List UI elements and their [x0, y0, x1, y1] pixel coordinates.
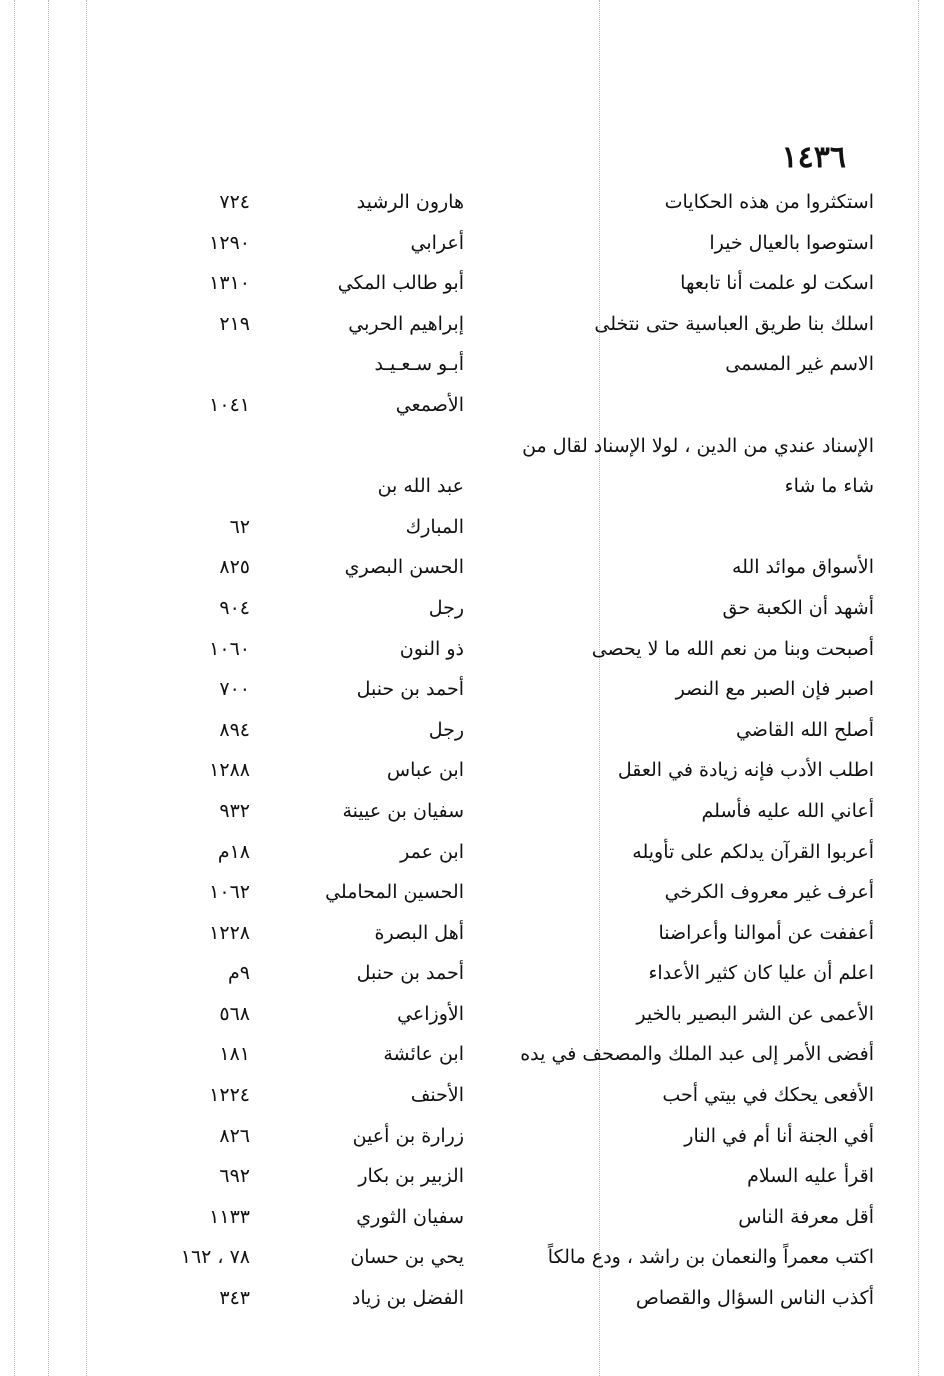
entry-reference-number: ٨٢٥	[219, 556, 250, 579]
index-entry	[0, 872, 944, 913]
entry-speaker: هارون الرشيد	[356, 191, 464, 213]
entry-speaker: ذو النون	[399, 637, 464, 660]
entry-speaker: سفيان بن عيينة	[342, 799, 464, 822]
index-entry	[0, 994, 944, 1035]
entry-reference-number: ١٠٤١	[209, 393, 250, 416]
entry-saying: أعاني الله عليه فأسلم	[701, 799, 874, 822]
entry-saying: شاء ما شاء	[784, 475, 874, 498]
entry-saying: أصبحت وبنا من نعم الله ما لا يحصى	[591, 637, 874, 660]
entry-reference-number: ٧٠٠	[219, 678, 250, 701]
entry-speaker: زرارة بن أعين	[352, 1124, 464, 1147]
entry-saying: أفضى الأمر إلى عبد الملك والمصحف في يده	[520, 1043, 874, 1066]
entry-speaker: ابن عائشة	[383, 1043, 464, 1066]
index-entry	[0, 1156, 944, 1197]
entry-reference-number: ٣٤٣	[219, 1287, 250, 1310]
index-entry	[0, 466, 944, 507]
entry-saying: أقل معرفة الناس	[738, 1205, 874, 1228]
index-entry	[0, 344, 944, 385]
entry-speaker: أبـو سـعـيـد	[374, 353, 464, 376]
page-number: ١٤٣٦	[781, 140, 846, 175]
entry-speaker: إبراهيم الحربي	[348, 312, 464, 335]
entry-reference-number: ٥٦٨	[219, 1002, 250, 1025]
entry-saying: اقرأ عليه السلام	[747, 1165, 874, 1188]
entry-reference-number: ٢١٩	[219, 312, 250, 335]
entry-speaker: أهل البصرة	[374, 921, 464, 944]
entry-speaker: أبو طالب المكي	[337, 272, 464, 295]
entry-saying: أعربوا القرآن يدلكم على تأويله	[632, 840, 874, 863]
entry-speaker: ابن عمر	[400, 840, 464, 863]
entry-saying: اسلك بنا طريق العباسية حتى نتخلى	[594, 312, 874, 335]
index-entry	[0, 791, 944, 832]
index-entry	[0, 710, 944, 751]
entry-speaker: الحسن البصري	[344, 556, 464, 579]
entry-reference-number: ١٢٢٤	[209, 1084, 250, 1107]
entry-saying: أفي الجنة أنا أم في النار	[684, 1124, 874, 1147]
index-entry	[0, 1116, 944, 1157]
entry-speaker: المبارك	[405, 515, 464, 538]
entry-reference-number: ٦٩٢	[219, 1165, 250, 1188]
index-entries	[0, 182, 944, 1319]
index-entry	[0, 507, 944, 548]
entry-reference-number: ٧٢٤	[219, 191, 250, 213]
entry-saying: اكتب معمراً والنعمان بن راشد ، ودع مالكاً	[547, 1246, 874, 1269]
entry-speaker: الأوزاعي	[397, 1002, 464, 1025]
entry-saying: الاسم غير المسمى	[725, 353, 874, 376]
entry-speaker: أحمد بن حنبل	[356, 678, 464, 701]
entry-saying: اطلب الأدب فإنه زيادة في العقل	[617, 759, 874, 782]
index-entry	[0, 913, 944, 954]
index-entry	[0, 588, 944, 629]
entry-reference-number: ٨٩٤	[219, 718, 250, 741]
index-entry	[0, 1075, 944, 1116]
index-entry	[0, 953, 944, 994]
entry-reference-number: ١٢٢٨	[209, 921, 250, 944]
entry-reference-number: ١٢٩٠	[209, 231, 250, 254]
index-entry	[0, 1237, 944, 1278]
entry-speaker: الحسين المحاملي	[325, 881, 464, 904]
entry-speaker: رجل	[428, 718, 464, 741]
entry-speaker: رجل	[428, 596, 464, 619]
entry-speaker: الأصمعي	[395, 393, 464, 416]
entry-saying: الأسواق موائد الله	[731, 556, 874, 579]
entry-reference-number: ٩٠٤	[219, 596, 250, 619]
index-entry	[0, 629, 944, 670]
entry-speaker: عبد الله بن	[377, 475, 464, 498]
entry-saying: اسكت لو علمت أنا تابعها	[680, 272, 874, 295]
index-entry	[0, 263, 944, 304]
entry-saying: الأفعى يحكك في بيتي أحب	[662, 1084, 874, 1107]
entry-saying: أعرف غير معروف الكرخي	[664, 881, 874, 904]
entry-reference-number: ٦٢	[229, 515, 250, 538]
entry-reference-number: ١٢٨٨	[209, 759, 250, 782]
index-entry	[0, 426, 944, 467]
entry-saying: الأعمى عن الشر البصير بالخير	[636, 1002, 874, 1025]
entry-reference-number: ٧٨ ، ١٦٢	[180, 1246, 250, 1269]
entry-saying: أعففت عن أموالنا وأعراضنا	[658, 921, 874, 944]
entry-speaker: سفيان الثوري	[356, 1205, 464, 1228]
entry-speaker: يحي بن حسان	[350, 1246, 464, 1269]
entry-saying: استوصوا بالعيال خيرا	[709, 231, 874, 254]
entry-saying: أشهد أن الكعبة حق	[722, 596, 874, 619]
entry-saying: اعلم أن عليا كان كثير الأعداء	[648, 962, 874, 985]
index-entry	[0, 750, 944, 791]
entry-speaker: أعرابي	[410, 231, 464, 254]
entry-reference-number: ١٨م	[217, 840, 250, 863]
index-entry	[0, 304, 944, 345]
entry-saying: أكذب الناس السؤال والقصاص	[635, 1287, 874, 1310]
index-entry	[0, 547, 944, 588]
entry-reference-number: ٩م	[228, 962, 250, 985]
entry-reference-number: ٩٣٢	[219, 799, 250, 822]
entry-saying: الإسناد عندي من الدين ، لولا الإسناد لقال من	[522, 434, 874, 457]
entry-reference-number: ١٨١	[219, 1043, 250, 1066]
entry-reference-number: ٨٢٦	[219, 1124, 250, 1147]
index-entry	[0, 832, 944, 873]
entry-speaker: ابن عباس	[386, 759, 464, 782]
entry-speaker: الأحنف	[410, 1084, 464, 1107]
entry-reference-number: ١٠٦٠	[209, 637, 250, 660]
entry-speaker: الفضل بن زياد	[351, 1287, 464, 1310]
entry-saying: أصلح الله القاضي	[735, 718, 874, 741]
entry-reference-number: ١٠٦٢	[209, 881, 250, 904]
index-entry	[0, 1278, 944, 1319]
entry-speaker: أحمد بن حنبل	[356, 962, 464, 985]
index-entry	[0, 385, 944, 426]
entry-reference-number: ١١٣٣	[209, 1205, 250, 1228]
entry-speaker: الزبير بن بكار	[358, 1165, 464, 1188]
entry-saying: اصبر فإن الصبر مع النصر	[675, 678, 874, 701]
index-entry	[0, 669, 944, 710]
index-entry	[0, 182, 944, 223]
index-entry	[0, 1034, 944, 1075]
entry-saying: استكثروا من هذه الحكايات	[664, 191, 874, 213]
entry-reference-number: ١٣١٠	[209, 272, 250, 295]
index-entry	[0, 1197, 944, 1238]
index-entry	[0, 223, 944, 264]
